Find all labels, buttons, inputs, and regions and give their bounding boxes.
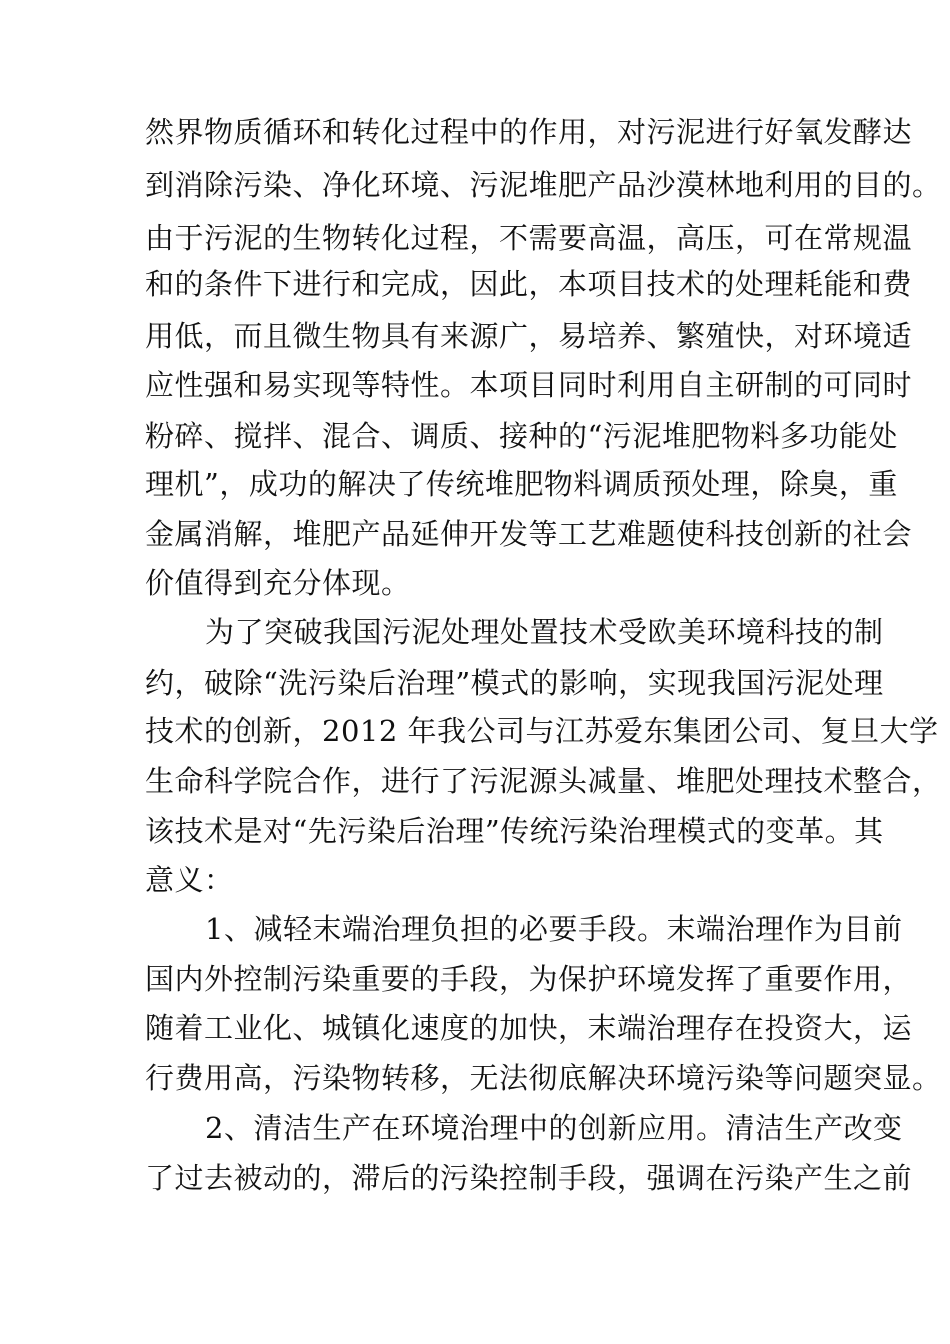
paragraph-1-line-9: 金属消解，堆肥产品延伸开发等工艺难题使科技创新的社会 [145, 517, 913, 551]
paragraph-1-line-8: 理机”，成功的解决了传统堆肥物料调质预处理，除臭，重 [145, 467, 898, 501]
paragraph-1-line-5: 用低，而且微生物具有来源广，易培养、繁殖快，对环境适 [145, 319, 913, 353]
paragraph-2-line-1: 为了突破我国污泥处理处置技术受欧美环境科技的制 [205, 615, 884, 649]
paragraph-2-line-2: 约，破除“洗污染后治理”模式的影响，实现我国污泥处理 [145, 666, 884, 700]
paragraph-1-line-10: 价值得到充分体现。 [145, 566, 411, 600]
paragraph-1-line-4: 和的条件下进行和完成，因此，本项目技术的处理耗能和费 [145, 267, 913, 301]
paragraph-4-line-2: 了过去被动的，滞后的污染控制手段，强调在污染产生之前 [145, 1161, 913, 1195]
paragraph-3-line-3: 随着工业化、城镇化速度的加快，末端治理存在投资大，运 [145, 1011, 913, 1045]
paragraph-1-line-1: 然界物质循环和转化过程中的作用，对污泥进行好氧发酵达 [145, 115, 913, 149]
paragraph-2-line-6: 意义： [145, 863, 234, 897]
paragraph-2-line-5: 该技术是对“先污染后治理”传统污染治理模式的变革。其 [145, 814, 884, 848]
paragraph-2-line-4: 生命科学院合作，进行了污泥源头减量、堆肥处理技术整合， [145, 764, 942, 798]
paragraph-1-line-7: 粉碎、搅拌、混合、调质、接种的“污泥堆肥物料多功能处 [145, 419, 898, 453]
paragraph-1-line-2: 到消除污染、净化环境、污泥堆肥产品沙漠林地利用的目的。 [145, 168, 942, 202]
paragraph-1-line-3: 由于污泥的生物转化过程，不需要高温，高压，可在常规温 [145, 221, 913, 255]
paragraph-3-line-1: 1、减轻末端治理负担的必要手段。末端治理作为目前 [205, 912, 903, 946]
paragraph-4-line-1: 2、清洁生产在环境治理中的创新应用。清洁生产改变 [205, 1111, 903, 1145]
paragraph-3-line-4: 行费用高，污染物转移，无法彻底解决环境污染等问题突显。 [145, 1061, 942, 1095]
paragraph-1-line-6: 应性强和易实现等特性。本项目同时利用自主研制的可同时 [145, 368, 913, 402]
paragraph-2-line-3: 技术的创新，2012 年我公司与江苏爱东集团公司、复旦大学 [145, 714, 939, 748]
paragraph-3-line-2: 国内外控制污染重要的手段，为保护环境发挥了重要作用， [145, 962, 913, 996]
